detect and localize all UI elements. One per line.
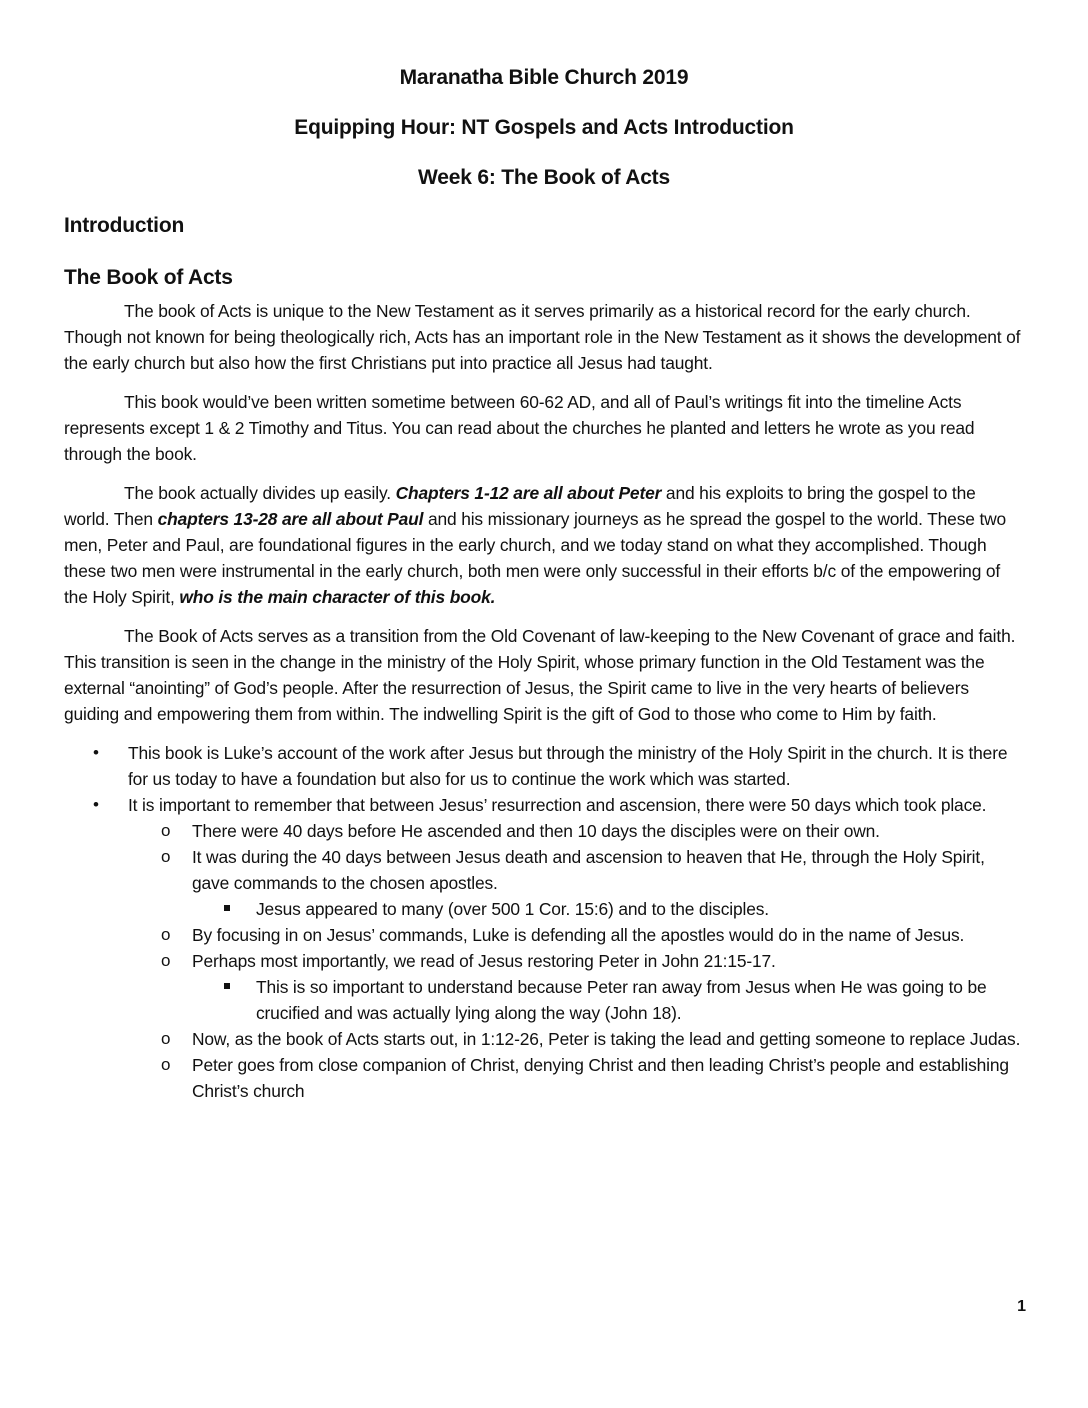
paul-emphasis: chapters 13-28 are all about Paul xyxy=(157,509,424,529)
book-of-acts-heading: The Book of Acts xyxy=(64,266,233,289)
list-item xyxy=(128,844,1024,922)
square-bullet-icon xyxy=(224,905,230,911)
circle-bullet-icon: o xyxy=(161,847,171,866)
paragraph-3-text-e: and his missionary journeys as he spread the gospel to the world. These two men, Peter and Paul, are foundational figures in the early church, and we today stand on what they accomplished. Though these two men were instrumental in the early church, both men were only successful in their efforts b/c of the empowering of the Holy Spirit, xyxy=(64,509,1007,607)
sub-bullet-list xyxy=(128,818,1024,1104)
square-bullet-icon xyxy=(224,983,230,989)
circle-bullet-icon: o xyxy=(161,1055,171,1074)
list-item xyxy=(128,922,1024,948)
bullet-list xyxy=(64,740,1024,1104)
list-item xyxy=(192,974,1024,1026)
paragraph-3-text-a: The book actually divides up easily. xyxy=(124,483,396,503)
list-item xyxy=(64,792,1024,1104)
sub-sub-bullet-text: This is so important to understand because Peter ran away from Jesus when He was going to be crucified and was actually lying along the way (John 18). xyxy=(256,977,987,1023)
sub-sub-bullet-list xyxy=(192,896,1024,922)
list-item xyxy=(64,740,1024,792)
circle-bullet-icon: o xyxy=(161,925,171,944)
holy-spirit-emphasis: who is the main character of this book. xyxy=(179,587,496,607)
list-item xyxy=(128,818,1024,844)
page-number: 1 xyxy=(1017,1298,1026,1315)
paragraph-2: This book would’ve been written sometime between 60-62 AD, and all of Paul’s writings fit into the timeline Acts represents except 1 & 2 Timothy and Titus. You can read about the churches he planted and letters he wrote as you read through the book. xyxy=(64,392,975,464)
introduction-heading: Introduction xyxy=(64,214,185,237)
week-title: Week 6: The Book of Acts xyxy=(418,166,670,189)
sub-bullet-text: Perhaps most importantly, we read of Jesus restoring Peter in John 21:15-17. xyxy=(192,951,776,971)
church-title: Maranatha Bible Church 2019 xyxy=(399,66,689,89)
list-item xyxy=(128,1026,1024,1052)
sub-bullet-text: By focusing in on Jesus’ commands, Luke is defending all the apostles would do in the name of Jesus. xyxy=(192,925,965,945)
sub-sub-bullet-text: Jesus appeared to many (over 500 1 Cor. 15:6) and to the disciples. xyxy=(256,899,769,919)
bullet-text: This book is Luke’s account of the work after Jesus but through the ministry of the Holy Spirit in the church. It is there for us today to have a foundation but also for us to continue the work which was started. xyxy=(128,743,1008,789)
paragraph-4: The Book of Acts serves as a transition from the Old Covenant of law-keeping to the New Covenant of grace and faith. This transition is seen in the change in the ministry of the Holy Spirit, whose primary function in the Old Testament was the external “anointing” of God’s people. After the resurrection of Jesus, the Spirit came to live in the very hearts of believers guiding and empowering them from within. The indwelling Spirit is the gift of God to those who come to Him by faith. xyxy=(64,626,1016,724)
circle-bullet-icon: o xyxy=(161,821,171,840)
bullet-text: It is important to remember that between Jesus’ resurrection and ascension, there were 50 days which took place. xyxy=(128,795,987,815)
bullet-icon: • xyxy=(93,795,99,814)
sub-bullet-text: Peter goes from close companion of Christ, denying Christ and then leading Christ’s people and establishing Christ’s church xyxy=(192,1055,1009,1101)
list-item xyxy=(192,896,1024,922)
sub-sub-bullet-list xyxy=(192,974,1024,1026)
list-item xyxy=(128,948,1024,1026)
paragraph-3-text-c: and his exploits to bring the gospel to the world. Then xyxy=(64,483,976,529)
sub-bullet-text: It was during the 40 days between Jesus death and ascension to heaven that He, through the Holy Spirit, gave commands to the chosen apostles. xyxy=(192,847,985,893)
course-title: Equipping Hour: NT Gospels and Acts Introduction xyxy=(294,116,794,139)
bullet-icon: • xyxy=(93,743,99,762)
list-item xyxy=(128,1052,1024,1104)
paragraph-1: The book of Acts is unique to the New Testament as it serves primarily as a historical record for the early church. Though not known for being theologically rich, Acts has an important role in the New Testament as it shows the development of the early church but also how the first Christians put into practice all Jesus had taught. xyxy=(64,301,1021,373)
document-body xyxy=(64,298,1024,1104)
circle-bullet-icon: o xyxy=(161,951,171,970)
sub-bullet-text: There were 40 days before He ascended and then 10 days the disciples were on their own. xyxy=(192,821,880,841)
sub-bullet-text: Now, as the book of Acts starts out, in 1:12-26, Peter is taking the lead and getting someone to replace Judas. xyxy=(192,1029,1021,1049)
peter-emphasis: Chapters 1-12 are all about Peter xyxy=(395,483,662,503)
circle-bullet-icon: o xyxy=(161,1029,171,1048)
paragraph-3 xyxy=(64,480,1024,610)
